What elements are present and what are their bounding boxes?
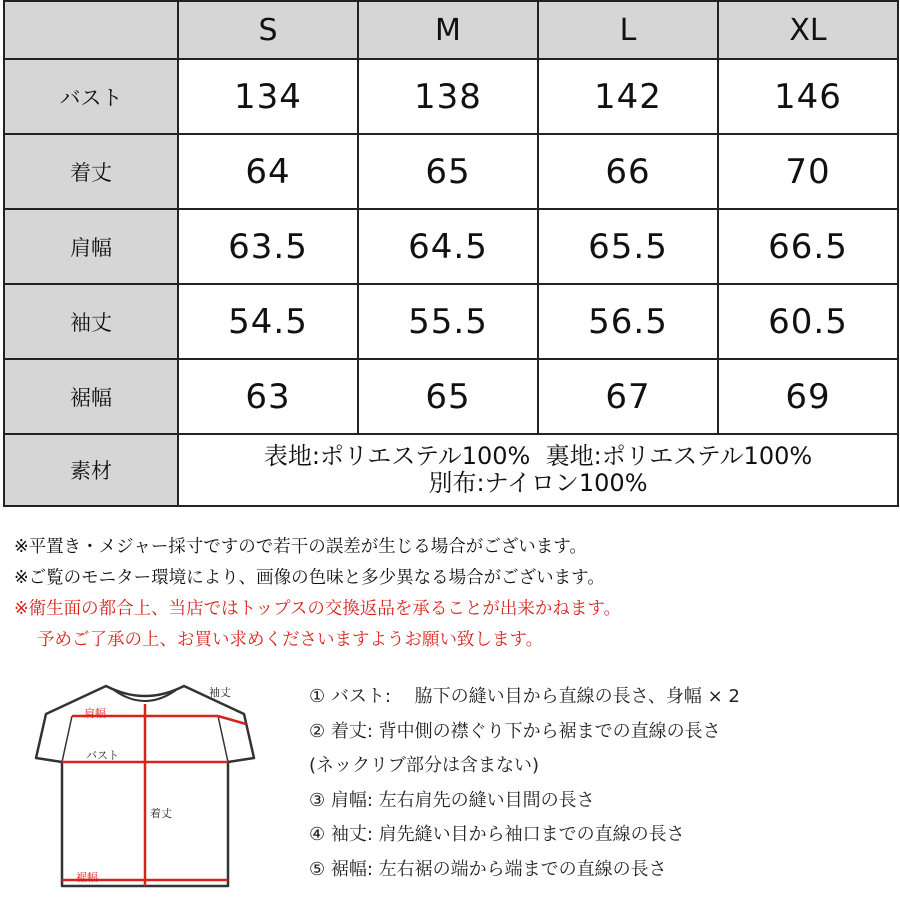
- table-cell: 60.5: [718, 284, 898, 359]
- definition-length-note: (ネックリブ部分は含まない): [309, 755, 540, 776]
- tshirt-illustration: [14, 676, 276, 894]
- table-cell: 146: [718, 59, 898, 134]
- row-label-shoulder: 肩幅: [4, 209, 178, 284]
- table-corner: [4, 1, 178, 59]
- note-measurement-error: ※平置き・メジャー採寸ですので若干の誤差が生じる場合がございます。: [14, 537, 587, 557]
- row-label-hem: 裾幅: [4, 359, 178, 434]
- table-cell: 54.5: [178, 284, 358, 359]
- table-cell: 70: [718, 134, 898, 209]
- table-cell: 66.5: [718, 209, 898, 284]
- table-row-hem: [4, 359, 898, 434]
- size-header-row: [4, 1, 898, 59]
- right-sleeve-seam: [218, 716, 228, 762]
- measurement-definitions: [309, 680, 740, 887]
- table-row-sleeve: [4, 284, 898, 359]
- tshirt-measurement-diagram: [14, 676, 276, 894]
- table-cell: 142: [538, 59, 718, 134]
- table-cell: 65.5: [538, 209, 718, 284]
- size-header-xl: XL: [718, 1, 898, 59]
- diagram-label-length: 着丈: [150, 807, 172, 820]
- table-cell: 63: [178, 359, 358, 434]
- table-cell: 64: [178, 134, 358, 209]
- table-cell: 138: [358, 59, 538, 134]
- size-header-s: S: [178, 1, 358, 59]
- table-cell: 66: [538, 134, 718, 209]
- row-label-sleeve: 袖丈: [4, 284, 178, 359]
- definition-sleeve: ④ 袖丈: 肩先縫い目から袖口までの直線の長さ: [309, 824, 685, 845]
- material-cell: [178, 434, 898, 506]
- definition-bust: ① バスト: 脇下の縫い目から直線の長さ、身幅 × 2: [309, 686, 740, 707]
- warning-acknowledge: 予めご了承の上、お買い求めくださいますようお願い致します。: [37, 630, 544, 650]
- table-row-bust: [4, 59, 898, 134]
- table-cell: 134: [178, 59, 358, 134]
- definition-length: ② 着丈: 背中側の襟ぐり下から裾までの直線の長さ: [309, 720, 721, 742]
- table-row-length: [4, 134, 898, 209]
- row-label-material: 素材: [4, 434, 178, 506]
- note-monitor-color: ※ご覧のモニター環境により、画像の色味と多少異なる場合がございます。: [14, 568, 605, 588]
- sleeve-measure-line: [218, 716, 246, 724]
- definition-shoulder: ③ 肩幅: 左右肩先の縫い目間の長さ: [309, 789, 595, 811]
- table-cell: 63.5: [178, 209, 358, 284]
- warning-no-returns: ※衛生面の都合上、当店ではトップスの交換返品を承ることが出来かねます。: [14, 599, 622, 619]
- table-cell: 65: [358, 134, 538, 209]
- table-cell: 55.5: [358, 284, 538, 359]
- size-header-l: L: [538, 1, 718, 59]
- table-cell: 65: [358, 359, 538, 434]
- diagram-label-hem: 裾幅: [76, 871, 98, 884]
- size-header-m: M: [358, 1, 538, 59]
- diagram-label-bust: バスト: [86, 749, 119, 762]
- row-label-length: 着丈: [4, 134, 178, 209]
- definition-hem: ⑤ 裾幅: 左右裾の端から端までの直線の長さ: [309, 858, 667, 880]
- table-cell: 67: [538, 359, 718, 434]
- row-label-bust: バスト: [4, 59, 178, 134]
- material-line-1: 表地:ポリエステル100% 裏地:ポリエステル100%: [263, 442, 813, 470]
- diagram-label-shoulder: 肩幅: [84, 707, 106, 720]
- table-cell: 69: [718, 359, 898, 434]
- table-row-shoulder: [4, 209, 898, 284]
- left-sleeve-seam: [62, 716, 72, 762]
- table-cell: 64.5: [358, 209, 538, 284]
- table-cell: 56.5: [538, 284, 718, 359]
- notes-section: [14, 532, 621, 656]
- diagram-label-sleeve: 袖丈: [209, 686, 231, 699]
- table-row-material: [4, 434, 898, 506]
- material-line-2: 別布:ナイロン100%: [428, 469, 648, 497]
- size-table: [3, 0, 899, 507]
